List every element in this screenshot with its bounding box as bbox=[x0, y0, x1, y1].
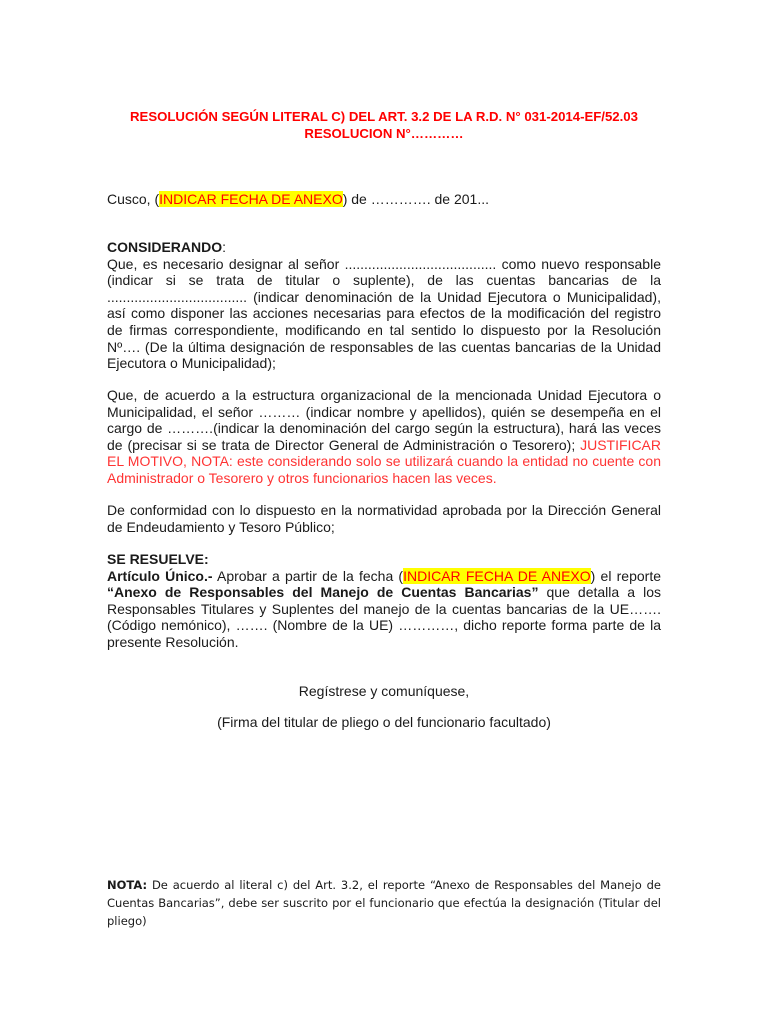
considerando-colon: : bbox=[222, 239, 227, 255]
signature-line: (Firma del titular de pliego o del funcionario facultado) bbox=[217, 714, 551, 730]
considerando-title-line bbox=[107, 239, 661, 256]
resuelve-section bbox=[107, 551, 661, 651]
considerando-paragraph-3: De conformidad con lo dispuesto en la normatividad aprobada por la Dirección General de Endeudamiento y Tesoro Público; bbox=[107, 502, 661, 535]
footnote bbox=[107, 876, 661, 930]
articulo-unico bbox=[107, 568, 661, 651]
heading-line-1: RESOLUCIÓN SEGÚN LITERAL C) DEL ART. 3.2 DE LA R.D. N° 031-2014-EF/52.03 bbox=[130, 109, 638, 124]
heading-line-2: RESOLUCION N°………… bbox=[304, 125, 464, 141]
considerando-paragraph-1: Que, es necesario designar al señor ....................................... como nuevo responsable (indicar si se trata de titular o suplente), de las cuentas bancarias de la .................................... (indicar denominación de la Unidad Ejecutora o Municipalidad), así como disponer las acciones necesarias para efectos de la modificación del registro de firmas correspondiente, modificando en tal sentido lo dispuesto por la Resolución Nº…. (De la última designación de responsables de las cuentas bancarias de la Unidad Ejecutora o Municipalidad); bbox=[107, 255, 661, 372]
date-highlight: INDICAR FECHA DE ANEXO bbox=[159, 191, 343, 207]
considerando-section bbox=[107, 239, 661, 372]
resuelve-title: SE RESUELVE: bbox=[107, 551, 209, 567]
article-text-3: que detalla a los Responsables Titulares y Suplentes del manejo de la cuentas bancarias de la UE……. (Código nemónico), ……. (Nombre de la UE) …………, dicho reporte forma parte de la presente Resolución. bbox=[107, 584, 662, 650]
document-heading bbox=[100, 109, 668, 142]
date-prefix: Cusco, ( bbox=[107, 191, 160, 207]
paragraph-2-text: Que, de acuerdo a la estructura organizacional de la mencionada Unidad Ejecutora o Municipalidad, el señor ……… (indicar nombre y apellidos), quién se desempeña en el cargo de ……….(indicar la denominación del cargo según la estructura), hará las veces de (precisar si se trata de Director General de Administración o Tesorero); bbox=[107, 387, 661, 453]
article-label: Artículo Único.- bbox=[107, 567, 213, 584]
report-title: “Anexo de Responsables del Manejo de Cuentas Bancarias” bbox=[107, 584, 539, 601]
date-suffix: ) de …………. de 201... bbox=[342, 191, 490, 207]
considerando-title: CONSIDERANDO bbox=[107, 239, 223, 255]
footnote-text: NOTA: De acuerdo al literal c) del Art. 3.2, el reporte “Anexo de Responsables del Manejo de Cuentas Bancarias”, debe ser suscrito por el funcionario que efectúa la designación (Titular del pliego) bbox=[107, 878, 661, 928]
closing-line: Regístrese y comuníquese, bbox=[298, 683, 470, 699]
considerando-paragraph-2 bbox=[107, 387, 661, 487]
paragraph-2-red-note: JUSTIFICAR EL MOTIVO, NOTA: este considerando solo se utilizará cuando la entidad no cuente con Administrador o Tesorero y otros funcionarios hacen las veces. bbox=[107, 436, 661, 486]
article-highlight: INDICAR FECHA DE ANEXO bbox=[403, 567, 591, 584]
date-line bbox=[107, 191, 661, 208]
article-text-2: ) el reporte bbox=[590, 567, 662, 584]
article-text-1: Aprobar a partir de la fecha ( bbox=[212, 567, 404, 584]
